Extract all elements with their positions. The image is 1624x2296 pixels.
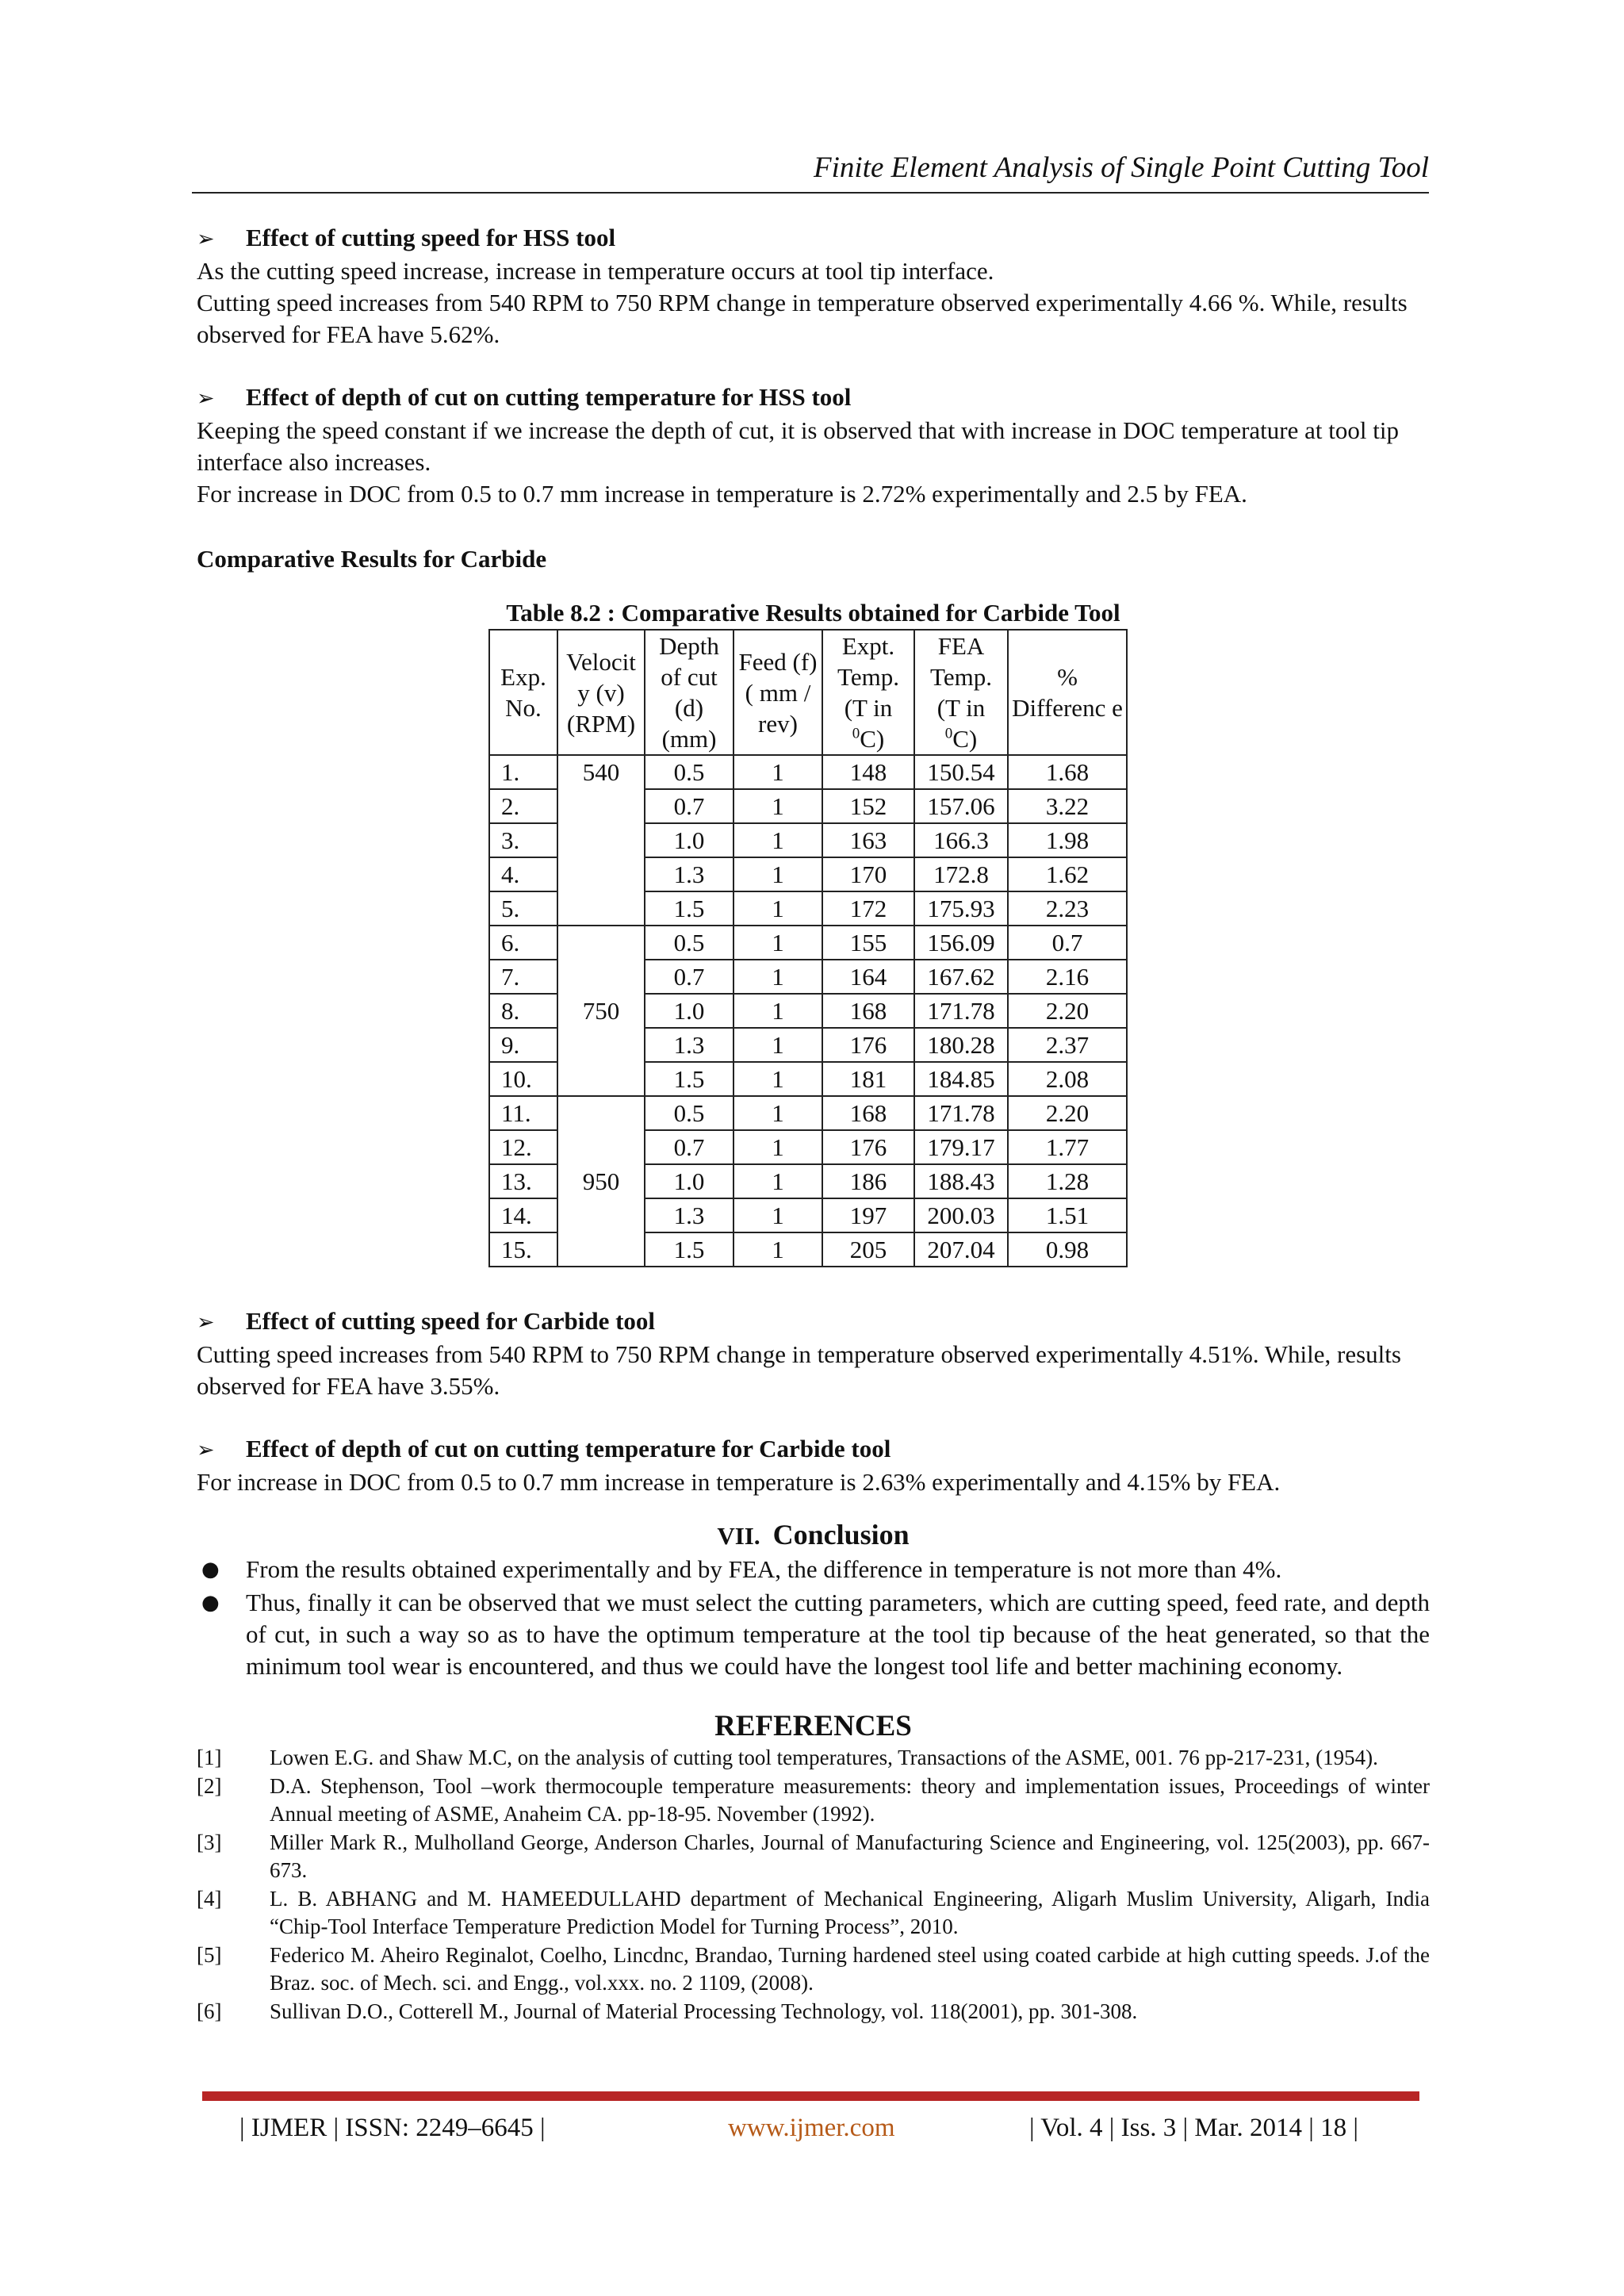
- cell-feed: 1: [733, 1096, 822, 1130]
- cell-expt-temp: 155: [822, 926, 914, 960]
- footer: [0, 2108, 1624, 2148]
- footer-journal: | IJMER | ISSN: 2249–6645 |: [239, 2114, 546, 2142]
- cell-exp-no: 5.: [489, 891, 557, 926]
- footer-url-link[interactable]: www.ijmer.com: [728, 2114, 895, 2142]
- cell-depth: 0.7: [645, 960, 733, 994]
- cell-feed: 1: [733, 926, 822, 960]
- conclusion-heading: [197, 1519, 1430, 1552]
- cell-feed: 1: [733, 1062, 822, 1096]
- cell-fea-temp: 166.3: [914, 823, 1008, 857]
- cell-exp-no: 4.: [489, 857, 557, 891]
- bullet-icon: ●: [201, 1558, 220, 1581]
- cell-feed: 1: [733, 823, 822, 857]
- cell-depth: 0.5: [645, 755, 733, 789]
- cell-exp-no: 2.: [489, 789, 557, 823]
- cell-expt-temp: 152: [822, 789, 914, 823]
- cell-difference: 1.98: [1008, 823, 1127, 857]
- cell-expt-temp: 176: [822, 1028, 914, 1062]
- cell-velocity: 950: [557, 1096, 645, 1267]
- cell-difference: 2.37: [1008, 1028, 1127, 1062]
- cell-expt-temp: 148: [822, 755, 914, 789]
- table-caption: Table 8.2 : Comparative Results obtained for Carbide Tool: [506, 599, 1120, 627]
- table-row: [489, 755, 1127, 789]
- cell-exp-no: 3.: [489, 823, 557, 857]
- cell-difference: 2.16: [1008, 960, 1127, 994]
- col-header-expt-temp: Expt. Temp. (T in $^0$C): [822, 630, 914, 755]
- cell-velocity: 540: [557, 755, 645, 926]
- cell-feed: 1: [733, 960, 822, 994]
- cell-fea-temp: 167.62: [914, 960, 1008, 994]
- section-title: Effect of depth of cut on cutting temperature for Carbide tool: [246, 1435, 891, 1462]
- table-body: [489, 755, 1127, 1267]
- cell-difference: 1.28: [1008, 1164, 1127, 1198]
- cell-exp-no: 9.: [489, 1028, 557, 1062]
- cell-expt-temp: 176: [822, 1130, 914, 1164]
- cell-difference: 1.77: [1008, 1130, 1127, 1164]
- cell-depth: 1.3: [645, 857, 733, 891]
- col-header-feed: Feed (f) ( mm / rev): [733, 630, 822, 755]
- section-hss-speed: [197, 222, 1430, 351]
- cell-exp-no: 6.: [489, 926, 557, 960]
- cell-depth: 1.5: [645, 891, 733, 926]
- cell-difference: 1.51: [1008, 1198, 1127, 1232]
- cell-exp-no: 14.: [489, 1198, 557, 1232]
- cell-depth: 1.3: [645, 1028, 733, 1062]
- cell-expt-temp: 186: [822, 1164, 914, 1198]
- bullet-icon: ●: [201, 1591, 220, 1615]
- list-item: ● From the results obtained experimentally and by FEA, the difference in temperature is not more than 4%.: [197, 1554, 1430, 1585]
- paragraph: For increase in DOC from 0.5 to 0.7 mm increase in temperature is 2.72% experimentally and 2.5 by FEA.: [197, 480, 1247, 508]
- cell-difference: 2.23: [1008, 891, 1127, 926]
- results-table: [488, 629, 1128, 1267]
- references-list: [197, 1744, 1430, 2026]
- cell-expt-temp: 164: [822, 960, 914, 994]
- cell-depth: 1.0: [645, 823, 733, 857]
- table-row: [489, 1096, 1127, 1130]
- cell-depth: 1.0: [645, 994, 733, 1028]
- cell-fea-temp: 172.8: [914, 857, 1008, 891]
- cell-exp-no: 15.: [489, 1232, 557, 1267]
- cell-depth: 1.3: [645, 1198, 733, 1232]
- header-rule: [192, 192, 1429, 194]
- list-item: ● Thus, finally it can be observed that we must select the cutting parameters, which are cutting speed, feed rate, and depth of cut, in such a way so as to have the optimum temperature at the tool tip because of the heat generated, so that the minimum tool wear is encountered, and thus we could have the longest tool life and better machining economy.: [201, 1589, 1430, 1680]
- cell-expt-temp: 181: [822, 1062, 914, 1096]
- cell-difference: 1.62: [1008, 857, 1127, 891]
- cell-exp-no: 12.: [489, 1130, 557, 1164]
- section-carbide-doc: [197, 1433, 1430, 1498]
- cell-exp-no: 13.: [489, 1164, 557, 1198]
- section-title: Effect of cutting speed for Carbide tool: [246, 1307, 656, 1335]
- col-header-velocity: Velocit y (v) (RPM): [557, 630, 645, 755]
- cell-difference: 3.22: [1008, 789, 1127, 823]
- section-title: Effect of cutting speed for HSS tool: [246, 224, 616, 251]
- cell-depth: 0.7: [645, 789, 733, 823]
- cell-feed: 1: [733, 1130, 822, 1164]
- cell-depth: 0.7: [645, 1130, 733, 1164]
- section-title: Conclusion: [772, 1519, 910, 1550]
- col-header-depth: Depth of cut (d) (mm): [645, 630, 733, 755]
- section-number: VII.: [717, 1522, 760, 1550]
- cell-difference: 2.08: [1008, 1062, 1127, 1096]
- cell-feed: 1: [733, 891, 822, 926]
- reference-item: [4] L. B. ABHANG and M. HAMEEDULLAHD department of Mechanical Engineering, Aligarh Muslim University, Aligarh, India “Chip-Tool Interface Temperature Prediction Model for Turning Process”, 2010.: [197, 1887, 1430, 1938]
- paragraph: As the cutting speed increase, increase in temperature occurs at tool tip interface.: [197, 257, 994, 285]
- cell-fea-temp: 188.43: [914, 1164, 1008, 1198]
- cell-depth: 0.5: [645, 1096, 733, 1130]
- cell-difference: 1.68: [1008, 755, 1127, 789]
- cell-exp-no: 7.: [489, 960, 557, 994]
- paragraph: For increase in DOC from 0.5 to 0.7 mm increase in temperature is 2.63% experimentally and 4.15% by FEA.: [197, 1468, 1281, 1496]
- cell-expt-temp: 205: [822, 1232, 914, 1267]
- cell-feed: 1: [733, 755, 822, 789]
- cell-difference: 2.20: [1008, 1096, 1127, 1130]
- cell-expt-temp: 172: [822, 891, 914, 926]
- reference-item: [3] Miller Mark R., Mulholland George, Anderson Charles, Journal of Manufacturing Science and Engineering, vol. 125(2003), pp. 667-673.: [197, 1830, 1430, 1882]
- arrow-bullet-icon: ➢: [197, 1438, 215, 1462]
- cell-velocity: 750: [557, 926, 645, 1096]
- cell-expt-temp: 163: [822, 823, 914, 857]
- cell-exp-no: 11.: [489, 1096, 557, 1130]
- conclusion-list: [197, 1554, 1430, 1682]
- cell-fea-temp: 150.54: [914, 755, 1008, 789]
- col-header-difference: % Differenc e: [1008, 630, 1127, 755]
- cell-feed: 1: [733, 1028, 822, 1062]
- table-header-row: [489, 630, 1127, 755]
- references-heading: REFERENCES: [714, 1710, 912, 1742]
- arrow-bullet-icon: ➢: [197, 386, 215, 411]
- comparative-heading: Comparative Results for Carbide: [197, 545, 547, 573]
- cell-expt-temp: 168: [822, 1096, 914, 1130]
- cell-depth: 1.5: [645, 1062, 733, 1096]
- cell-exp-no: 8.: [489, 994, 557, 1028]
- reference-item: [5] Federico M. Aheiro Reginalot, Coelho, Lincdnc, Brandao, Turning hardened steel using coated carbide at high cutting speeds. J.of the Braz. soc. of Mech. sci. and Engg., vol.xxx. no. 2 1109, (2008).: [197, 1943, 1430, 1995]
- cell-depth: 1.5: [645, 1232, 733, 1267]
- cell-fea-temp: 156.09: [914, 926, 1008, 960]
- paragraph: Keeping the speed constant if we increase the depth of cut, it is observed that with increase in DOC temperature at tool tip interface also increases.: [197, 416, 1399, 476]
- cell-fea-temp: 157.06: [914, 789, 1008, 823]
- cell-depth: 0.5: [645, 926, 733, 960]
- section-title: Effect of depth of cut on cutting temperature for HSS tool: [246, 383, 852, 411]
- section-hss-doc: [197, 381, 1430, 510]
- section-carbide-speed: [197, 1305, 1430, 1402]
- cell-exp-no: 1.: [489, 755, 557, 789]
- arrow-bullet-icon: ➢: [197, 227, 215, 251]
- reference-item: [2] D.A. Stephenson, Tool –work thermocouple temperature measurements: theory and implementation issues, Proceedings of winter Annual meeting of ASME, Anaheim CA. pp-18-95. November (1992).: [197, 1774, 1430, 1826]
- cell-feed: 1: [733, 1232, 822, 1267]
- cell-exp-no: 10.: [489, 1062, 557, 1096]
- cell-feed: 1: [733, 994, 822, 1028]
- cell-feed: 1: [733, 789, 822, 823]
- cell-feed: 1: [733, 857, 822, 891]
- col-header-fea-temp: FEA Temp. (T in $^0$C): [914, 630, 1008, 755]
- main-content: [197, 222, 1430, 2026]
- cell-fea-temp: 184.85: [914, 1062, 1008, 1096]
- cell-difference: 2.20: [1008, 994, 1127, 1028]
- cell-feed: 1: [733, 1164, 822, 1198]
- arrow-bullet-icon: ➢: [197, 1310, 215, 1335]
- cell-fea-temp: 179.17: [914, 1130, 1008, 1164]
- cell-expt-temp: 197: [822, 1198, 914, 1232]
- table-row: [489, 926, 1127, 960]
- cell-fea-temp: 200.03: [914, 1198, 1008, 1232]
- paragraph: Cutting speed increases from 540 RPM to 750 RPM change in temperature observed experimentally 4.51%. While, results observed for FEA have 3.55%.: [197, 1340, 1401, 1400]
- cell-feed: 1: [733, 1198, 822, 1232]
- cell-fea-temp: 207.04: [914, 1232, 1008, 1267]
- cell-difference: 0.98: [1008, 1232, 1127, 1267]
- cell-difference: 0.7: [1008, 926, 1127, 960]
- footer-bar: [202, 2091, 1419, 2101]
- cell-fea-temp: 180.28: [914, 1028, 1008, 1062]
- paragraph: Cutting speed increases from 540 RPM to 750 RPM change in temperature observed experimentally 4.66 %. While, results observed for FEA have 5.62%.: [197, 289, 1408, 348]
- cell-fea-temp: 171.78: [914, 1096, 1008, 1130]
- running-title: Finite Element Analysis of Single Point Cutting Tool: [814, 151, 1429, 184]
- col-header-exp-no: Exp. No.: [489, 630, 557, 755]
- reference-item: [1] Lowen E.G. and Shaw M.C, on the analysis of cutting tool temperatures, Transactions of the ASME, 001. 76 pp-217-231, (1954).: [197, 1746, 1378, 1769]
- cell-expt-temp: 170: [822, 857, 914, 891]
- cell-expt-temp: 168: [822, 994, 914, 1028]
- footer-issue: | Vol. 4 | Iss. 3 | Mar. 2014 | 18 |: [1029, 2114, 1359, 2142]
- cell-fea-temp: 171.78: [914, 994, 1008, 1028]
- reference-item: [6] Sullivan D.O., Cotterell M., Journal of Material Processing Technology, vol. 118(2001), pp. 301-308.: [197, 1999, 1138, 2023]
- cell-depth: 1.0: [645, 1164, 733, 1198]
- cell-fea-temp: 175.93: [914, 891, 1008, 926]
